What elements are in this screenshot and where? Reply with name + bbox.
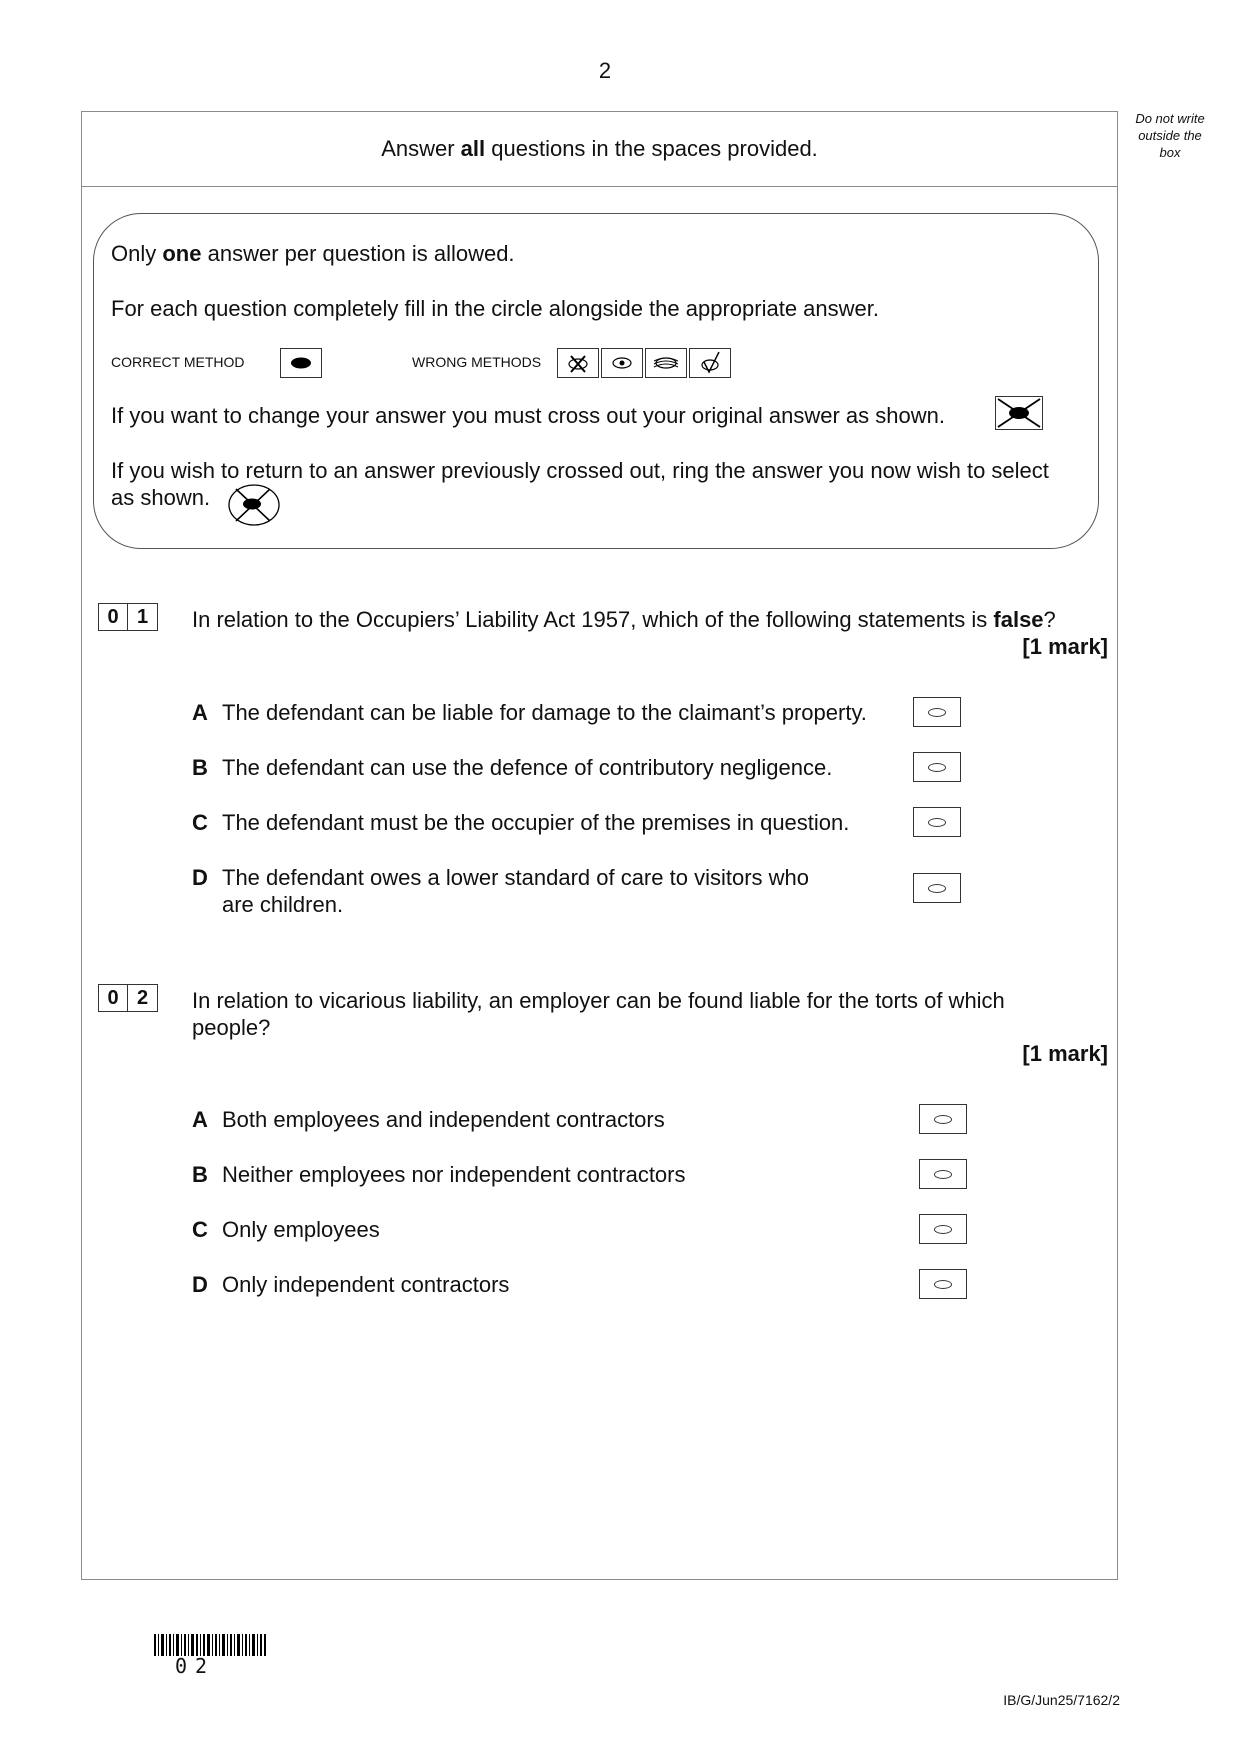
instruction-one-answer: Only one answer per question is allowed. bbox=[111, 241, 515, 266]
barcode-number: 02 bbox=[175, 1654, 216, 1678]
page-number: 2 bbox=[598, 58, 612, 83]
answer-oval-q01-d[interactable] bbox=[913, 873, 961, 903]
wrong-methods-label: WRONG METHODS bbox=[412, 354, 542, 370]
option-letter: B bbox=[192, 755, 208, 780]
wrong-method-dot bbox=[601, 348, 643, 378]
oval-icon bbox=[934, 1225, 952, 1234]
scribbled-oval-icon bbox=[650, 353, 682, 373]
option-text: Only independent contractors bbox=[222, 1272, 510, 1297]
question-02-option-c bbox=[192, 1216, 380, 1243]
question-number-01 bbox=[98, 603, 158, 631]
crossed-oval-icon bbox=[563, 351, 593, 375]
oval-icon bbox=[928, 708, 946, 717]
oval-icon bbox=[934, 1280, 952, 1289]
option-letter: C bbox=[192, 1217, 208, 1242]
answer-oval-q01-c[interactable] bbox=[913, 807, 961, 837]
instruction-reselect-line: If you wish to return to an answer previously crossed out, ring the answer you now wish to select bbox=[111, 458, 1049, 483]
oval-icon bbox=[928, 818, 946, 827]
oval-icon bbox=[928, 884, 946, 893]
answer-oval-q01-b[interactable] bbox=[913, 752, 961, 782]
option-letter: D bbox=[192, 865, 208, 890]
option-letter: B bbox=[192, 1162, 208, 1187]
margin-note-line: box bbox=[1159, 145, 1181, 160]
margin-note-line: Do not write bbox=[1135, 111, 1205, 126]
question-digit: 0 bbox=[98, 603, 128, 631]
option-text: The defendant owes a lower standard of care to visitors who are children. bbox=[222, 865, 809, 917]
cross-out-example bbox=[995, 396, 1043, 430]
question-number-02 bbox=[98, 984, 158, 1012]
oval-icon bbox=[928, 763, 946, 772]
option-letter: C bbox=[192, 810, 208, 835]
barcode-icon bbox=[154, 1634, 266, 1656]
correct-method-label: CORRECT METHOD bbox=[111, 354, 245, 370]
question-01-option-c bbox=[192, 809, 849, 836]
question-01-marks: [1 mark] bbox=[1022, 634, 1108, 659]
wrong-method-scribble bbox=[645, 348, 687, 378]
question-digit: 0 bbox=[98, 984, 128, 1012]
margin-note bbox=[1125, 110, 1215, 161]
question-02-marks: [1 mark] bbox=[1022, 1041, 1108, 1066]
instruction-reselect-line: as shown. bbox=[111, 485, 211, 510]
question-02-option-b bbox=[192, 1161, 686, 1188]
ticked-oval-icon bbox=[695, 350, 725, 376]
answer-oval-q02-d[interactable] bbox=[919, 1269, 967, 1299]
wrong-method-cross bbox=[557, 348, 599, 378]
answer-oval-q01-a[interactable] bbox=[913, 697, 961, 727]
wrong-method-tick bbox=[689, 348, 731, 378]
answer-oval-q02-c[interactable] bbox=[919, 1214, 967, 1244]
header-divider bbox=[81, 186, 1118, 187]
question-01-option-d bbox=[192, 864, 809, 918]
question-01-text: In relation to the Occupiers’ Liability Act 1957, which of the following statements is false? bbox=[192, 607, 1056, 632]
option-text: The defendant must be the occupier of the premises in question. bbox=[222, 810, 850, 835]
question-01-option-b bbox=[192, 754, 832, 781]
instruction-cross-out: If you want to change your answer you must cross out your original answer as shown. bbox=[111, 403, 945, 428]
oval-icon bbox=[934, 1115, 952, 1124]
option-text: Neither employees nor independent contractors bbox=[222, 1162, 686, 1187]
question-02-text-line: In relation to vicarious liability, an employer can be found liable for the torts of which bbox=[192, 988, 1005, 1013]
option-text: Only employees bbox=[222, 1217, 380, 1242]
header-instruction: Answer all questions in the spaces provided. bbox=[381, 136, 818, 161]
answer-oval-q02-a[interactable] bbox=[919, 1104, 967, 1134]
option-text: The defendant can be liable for damage to the claimant’s property. bbox=[222, 700, 867, 725]
dotted-oval-icon bbox=[607, 353, 637, 373]
question-digit: 2 bbox=[128, 984, 158, 1012]
margin-note-line: outside the bbox=[1138, 128, 1202, 143]
option-letter: A bbox=[192, 1107, 208, 1132]
question-02-text-line: people? bbox=[192, 1015, 271, 1040]
filled-oval-icon bbox=[289, 356, 313, 370]
crossed-out-filled-oval-icon bbox=[996, 397, 1042, 429]
oval-icon bbox=[934, 1170, 952, 1179]
ringed-answer-example bbox=[226, 483, 282, 532]
question-01-option-a bbox=[192, 699, 867, 726]
option-text: Both employees and independent contractors bbox=[222, 1107, 665, 1132]
instruction-fill-circle: For each question completely fill in the circle alongside the appropriate answer. bbox=[111, 296, 879, 321]
question-02-option-a bbox=[192, 1106, 665, 1133]
option-letter: A bbox=[192, 700, 208, 725]
question-digit: 1 bbox=[128, 603, 158, 631]
question-02-option-d bbox=[192, 1271, 509, 1298]
answer-oval-q02-b[interactable] bbox=[919, 1159, 967, 1189]
question-02-text bbox=[192, 987, 1005, 1041]
paper-code: IB/G/Jun25/7162/2 bbox=[1003, 1692, 1120, 1708]
option-letter: D bbox=[192, 1272, 208, 1297]
ringed-crossed-oval-icon bbox=[226, 483, 282, 527]
correct-method-example bbox=[280, 348, 322, 378]
option-text: The defendant can use the defence of contributory negligence. bbox=[222, 755, 833, 780]
